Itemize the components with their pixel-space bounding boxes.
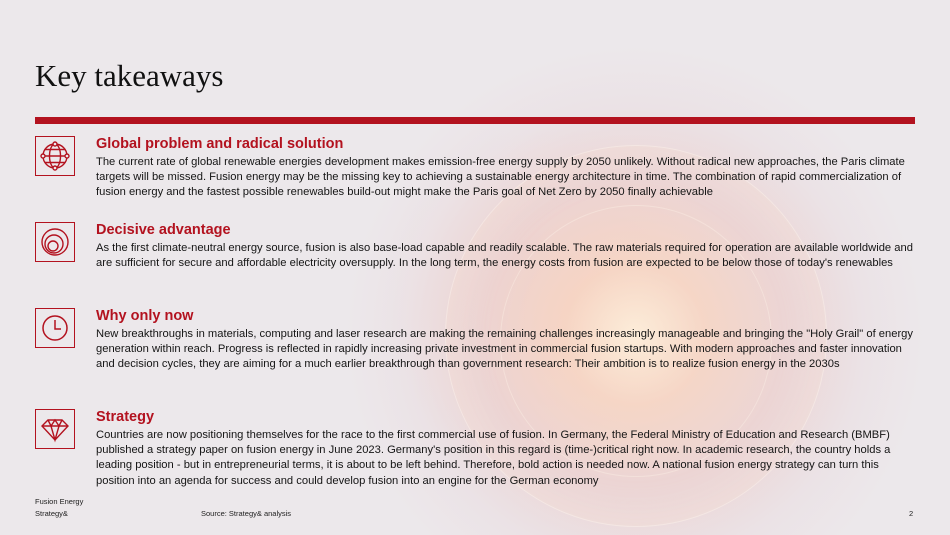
title-divider — [35, 117, 915, 124]
page-number: 2 — [909, 509, 914, 518]
section-title: Decisive advantage — [96, 222, 231, 238]
diamond-icon — [35, 409, 75, 449]
section-body: As the first climate-neutral energy source, fusion is also base-load capable and readily scalable. The raw materials required for operation are available worldwide and are sufficient for secure and affordable electricity oversupply. In the long term, the energy costs from fusion are expected to be below those of today's renewables — [96, 242, 913, 270]
page-title: Key takeaways — [35, 58, 224, 93]
section-body: Countries are now positioning themselves for the race to the first commercial use of fusion. In Germany, the Federal Ministry of Education and Research (BMBF) published a strategy paper on fusion energy in June 2023. Germany's position in this regard is (time-)critical right now. In academic research, the country holds a leading position - but in entrepreneurial terms, it is about to be left behind. Therefore, bold action is needed now. A national fusion energy strategy can turn this position into an agenda for success and could develop fusion into an engine for the German economy — [96, 429, 891, 487]
section-title: Why only now — [96, 308, 194, 324]
footer-source: Source: Strategy& analysis — [201, 509, 292, 518]
concentric-circles-icon — [35, 222, 75, 262]
footer-brand-line2: Strategy& — [35, 509, 68, 518]
section-body: New breakthroughs in materials, computing and laser research are making the remaining challenges increasingly manageable and bringing the "Holy Grail" of energy generation within reach. Progress is reflected in rapidly increasing private investment in commercial fusion startups. With modern approaches and faster innovation and decision cycles, they are aiming for a much earlier breakthrough than government research: Their ambition is to realize fusion energy in the 2030s — [96, 328, 913, 371]
globe-network-icon — [35, 136, 75, 176]
section-title: Global problem and radical solution — [96, 136, 344, 152]
section-title: Strategy — [96, 409, 155, 425]
footer-brand-line1: Fusion Energy — [35, 497, 84, 506]
clock-icon — [35, 308, 75, 348]
section-body: The current rate of global renewable energies development makes emission-free energy supply by 2050 unlikely. Without radical new approaches, the Paris climate targets will be missed. Fusion energy may be the missing key to achieving a sustainable energy architecture in time. The combination of rapid commercialization of fusion energy and the fastest possible renewables build-out might make the Paris goal of Net Zero by 2050 finally achievable — [96, 156, 905, 199]
